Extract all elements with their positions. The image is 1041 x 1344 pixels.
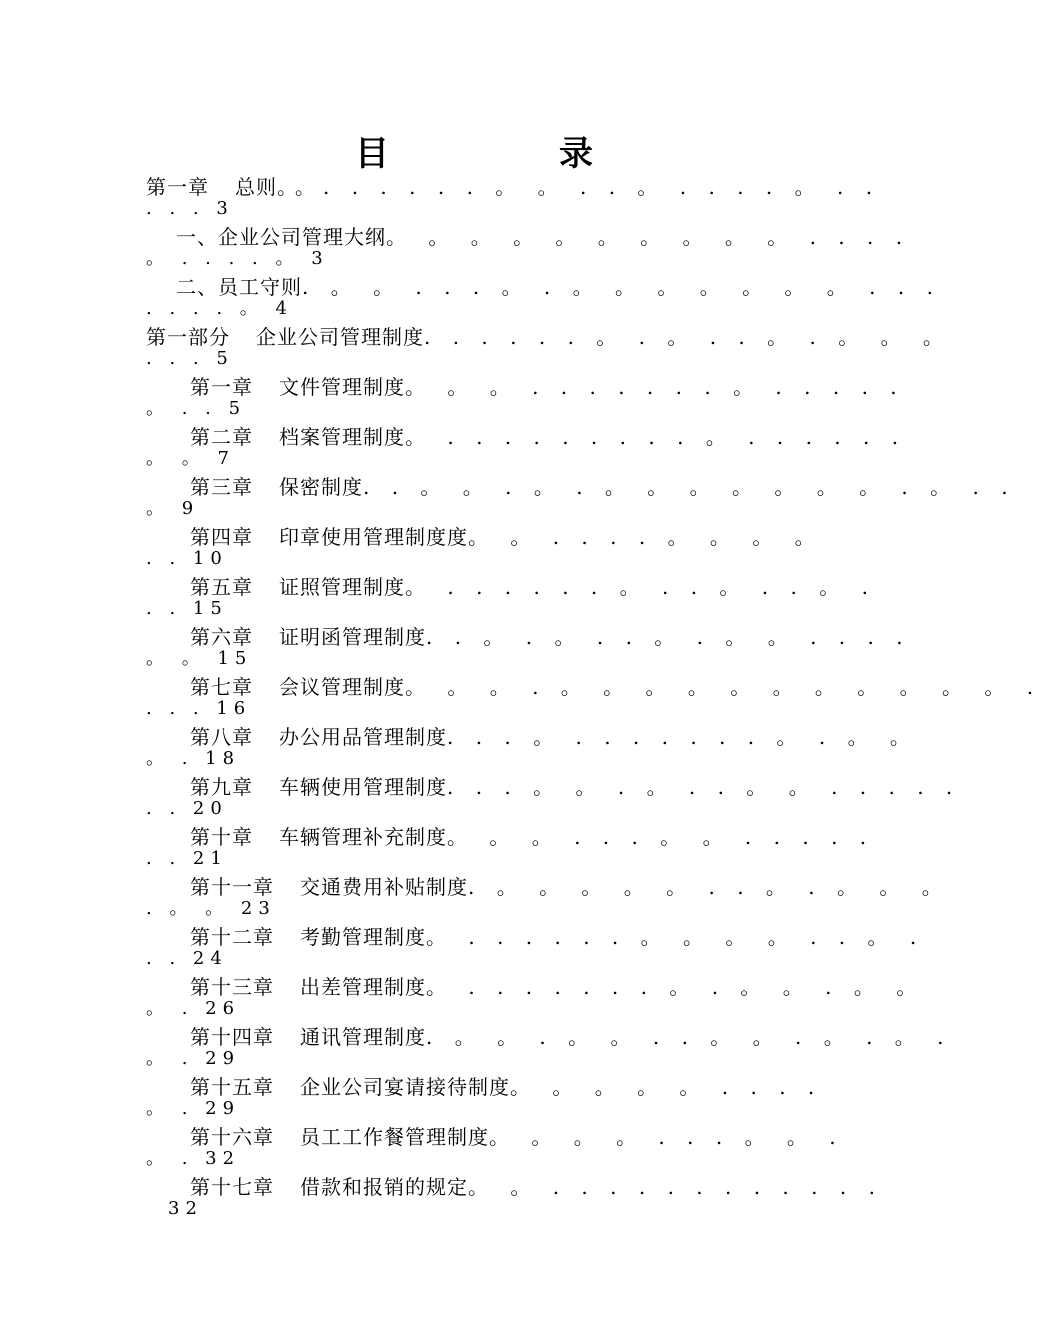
toc-entry-heading-line (146, 174, 881, 200)
toc-entry-leader-dots: . . 。 . 。 . . 。 . 。 。 . . . . (426, 625, 911, 649)
toc-entry-page-line (146, 798, 228, 820)
toc-entry[interactable] (146, 370, 905, 420)
toc-entry-leader-dots: 。 . . . . . . . 。 . 。 。 . 。 。 (426, 975, 925, 999)
toc-entry-leader-dots: 。 。 。 。 . . . 。 。 . (489, 1125, 844, 1149)
toc-entry-leader-dots: . 。 。 . 。 。 . . 。 。 . 。 . 。 . (426, 1025, 952, 1049)
toc-entry-page-line (146, 698, 251, 720)
toc-entry-label: 借款和报销的规定 (300, 1175, 468, 1199)
toc-entry-heading-line (146, 574, 876, 600)
toc-entry[interactable] (146, 1070, 823, 1120)
toc-entry-number: 第四章 (190, 525, 253, 549)
toc-entry-leader-dots: 。 。 。 . . . . . . . 。 . . . . . (405, 375, 905, 399)
toc-entry-page-line (146, 748, 240, 770)
toc-title (0, 126, 950, 175)
toc-entry-number: 第五章 (190, 575, 253, 599)
toc-entry[interactable] (146, 770, 961, 820)
toc-entry-heading-line (146, 974, 925, 1000)
toc-entry-page-number: . . 20 (146, 798, 228, 819)
toc-entry-page-number: . . . . 。 4 (146, 298, 293, 319)
toc-entry-leader-dots: . 。 。 。 。 。 . . 。 . 。 。 。 (468, 875, 950, 899)
toc-entry-page-number: . 。 。 23 (146, 898, 276, 919)
toc-entry-number: 第十六章 (190, 1125, 274, 1149)
toc-entry-page-line (146, 548, 228, 570)
toc-entry[interactable] (146, 320, 951, 370)
toc-entry[interactable] (146, 1120, 844, 1170)
toc-entry-heading-line (146, 674, 1041, 700)
toc-entry-page-number: . . . 5 (146, 348, 234, 369)
toc-entry-number: 第一部分 (146, 325, 230, 349)
toc-entry-number: 第十一章 (190, 875, 274, 899)
toc-entry-leader-dots: . 。 。 . . . 。 . 。 。 。 。 。 。 。 . . . (302, 275, 941, 299)
toc-entry[interactable] (146, 720, 918, 770)
toc-entry-number: 二、 (176, 275, 218, 299)
toc-entry-page-number: 。 9 (146, 498, 200, 519)
toc-entry-leader-dots: . . . 。 . . . . . . . 。 . 。 。 (447, 725, 918, 749)
toc-entry[interactable] (146, 470, 1016, 520)
toc-entry-page-number: 。 . 26 (146, 998, 241, 1019)
toc-entry-leader-dots: 。 。 。 . . . 。 。 . . . . . (447, 825, 875, 849)
toc-entry-leader-dots: . . . . . . 。 . 。 . . 。 . 。 。 。 (424, 325, 951, 349)
toc-entry-page-line (146, 248, 329, 270)
toc-entry-heading-line (146, 524, 823, 550)
toc-entry-label: 员工工作餐管理制度 (300, 1125, 489, 1149)
toc-entry-number: 第一章 (190, 375, 253, 399)
toc-entry-page-number: 。 . 29 (146, 1048, 241, 1069)
toc-entry-page-line (146, 348, 234, 370)
toc-entry-page-line (146, 1098, 240, 1120)
toc-entry-label: 员工守则 (218, 275, 302, 299)
toc-entry-leader-dots: 。 。 . . . . 。 。 。 。 (468, 525, 823, 549)
toc-entry[interactable] (146, 170, 881, 220)
toc-entry-label: 办公用品管理制度 (279, 725, 447, 749)
toc-entry-heading-line (146, 774, 961, 800)
toc-entry-leader-dots: 。 . . . . . . 。 。 。 。 . . 。 . (426, 925, 925, 949)
toc-entry-number: 第一章 (146, 175, 209, 199)
toc-entry[interactable] (146, 670, 1041, 720)
toc-entry-heading-line (146, 924, 925, 950)
toc-entry-label: 会议管理制度 (279, 675, 405, 699)
toc-entry-heading-line (146, 724, 918, 750)
toc-entry-label: 企业公司宴请接待制度 (300, 1075, 510, 1099)
toc-entry-page-number: 。 . 29 (146, 1098, 241, 1119)
toc-entry-label: 保密制度 (279, 475, 363, 499)
toc-entry[interactable] (146, 870, 950, 920)
toc-entry-page-number: . . 21 (146, 848, 228, 869)
toc-entry-heading-line (146, 874, 950, 900)
toc-entry[interactable] (146, 920, 925, 970)
toc-entry-heading-line (146, 274, 941, 300)
toc-entry-label: 通讯管理制度 (300, 1025, 426, 1049)
toc-entry-page-line (146, 198, 234, 220)
toc-entry-page-line (146, 948, 228, 970)
toc-entry-page-line (146, 648, 252, 670)
toc-title-right: 录 (559, 134, 595, 174)
toc-entry-number: 第十七章 (190, 1175, 274, 1199)
toc-entry-label: 车辆管理补充制度 (279, 825, 447, 849)
toc-entry-number: 第十五章 (190, 1075, 274, 1099)
toc-entry-number: 第三章 (190, 475, 253, 499)
toc-entry-label: 档案管理制度 (279, 425, 405, 449)
toc-entry-label: 证明函管理制度 (279, 625, 426, 649)
toc-entry-number: 一、 (176, 225, 218, 249)
toc-entry-page-line (168, 1198, 203, 1220)
toc-entry-label: 证照管理制度 (279, 575, 405, 599)
toc-entry-page-number: 。 . . . . 。 3 (146, 248, 329, 269)
toc-entry[interactable] (146, 1170, 883, 1220)
toc-entry-page-line (146, 448, 235, 470)
toc-entry-page-line (146, 398, 246, 420)
toc-entry-heading-line (146, 824, 875, 850)
toc-entry-label: 企业公司管理大纲 (218, 225, 386, 249)
toc-entry-number: 第十三章 (190, 975, 274, 999)
toc-entry-label: 文件管理制度 (279, 375, 405, 399)
toc-entry-leader-dots: . . 。 。 . 。 . 。 。 。 。 。 。 。 . 。 . . (363, 475, 1016, 499)
toc-entry[interactable] (146, 570, 876, 620)
toc-entry-leader-dots: . . . 。 。 . 。 . . 。 。 . . . . . (447, 775, 961, 799)
toc-entry[interactable] (146, 520, 823, 570)
toc-entry-label: 考勤管理制度 (300, 925, 426, 949)
toc-entry-page-number: . . . 16 (146, 698, 252, 719)
toc-entry-page-line (146, 598, 228, 620)
toc-entry-label: 企业公司管理制度 (256, 325, 424, 349)
toc-entry-number: 第八章 (190, 725, 253, 749)
toc-entry-number: 第十四章 (190, 1025, 274, 1049)
toc-entry-heading-line (146, 324, 951, 350)
toc-entry-leader-dots: 。 。 。 . 。 。 。 。 。 。 。 。 。 。 。 . (405, 675, 1041, 699)
toc-entry-leader-dots: 。 。 。 。 。 。 。 。 。 。 . . . . (386, 225, 911, 249)
toc-entry-page-number: . . 10 (146, 548, 228, 569)
toc-entry-page-number: 32 (168, 1198, 203, 1219)
toc-entry-page-number: 。 . 18 (146, 748, 241, 769)
toc-entry-heading-line (146, 1024, 952, 1050)
toc-entry-page-line (146, 998, 240, 1020)
toc-entry-number: 第九章 (190, 775, 253, 799)
toc-entry-page-number: 。 . . 5 (146, 398, 247, 419)
toc-entry[interactable] (146, 620, 911, 670)
toc-entry-leader-dots: 。 . . . . . . 。 . . 。 . . 。 . (405, 575, 876, 599)
toc-entry-heading-line (146, 374, 905, 400)
toc-entry-page-number: 。 . 32 (146, 1148, 241, 1169)
toc-entry[interactable] (146, 220, 911, 270)
toc-entry-label: 总则 (235, 175, 277, 199)
toc-entry-number: 第七章 (190, 675, 253, 699)
toc-entry-heading-line (146, 424, 907, 450)
toc-entry-label: 出差管理制度 (300, 975, 426, 999)
toc-entry-heading-line (146, 1124, 844, 1150)
toc-entry-page-line (146, 848, 228, 870)
toc-entry-number: 第二章 (190, 425, 253, 449)
toc-entry-heading-line (146, 1074, 823, 1100)
toc-title-left: 目 (355, 134, 391, 174)
toc-entry-heading-line (146, 224, 911, 250)
toc-entry-page-line (146, 1048, 240, 1070)
toc-entry-page-number: 。 。 15 (146, 648, 253, 669)
toc-entry-heading-line (146, 624, 911, 650)
toc-entry-number: 第六章 (190, 625, 253, 649)
toc-entry-page-line (146, 498, 199, 520)
toc-entry-page-line (146, 298, 293, 320)
toc-entry-leader-dots: 。。. . . . . . 。 。 . . 。 . . . . 。 . . (277, 175, 881, 199)
toc-entry-leader-dots: 。 . . . . . . . . . 。 . . . . . . (405, 425, 907, 449)
toc-entry-leader-dots: 。 。 . . . . . . . . . . . . (468, 1175, 883, 1199)
toc-entry-label: 交通费用补贴制度 (300, 875, 468, 899)
toc-entry-heading-line (146, 474, 1016, 500)
toc-entry-label: 印章使用管理制度度 (279, 525, 468, 549)
toc-entry-page-number: . . . 3 (146, 198, 234, 219)
toc-entry[interactable] (146, 820, 875, 870)
toc-entry-page-number: . . 15 (146, 598, 228, 619)
toc-entry[interactable] (146, 1020, 952, 1070)
toc-entry[interactable] (146, 420, 907, 470)
toc-entry-page-number: . . 24 (146, 948, 228, 969)
toc-entry-page-line (146, 1148, 240, 1170)
toc-entry[interactable] (146, 970, 925, 1020)
toc-entry-page-line (146, 898, 276, 920)
table-of-contents (146, 170, 1041, 1220)
toc-entry-number: 第十二章 (190, 925, 274, 949)
toc-entry-number: 第十章 (190, 825, 253, 849)
toc-entry[interactable] (146, 270, 941, 320)
toc-entry-label: 车辆使用管理制度 (279, 775, 447, 799)
toc-entry-leader-dots: 。 。 。 。 。 . . . . (510, 1075, 823, 1099)
toc-entry-heading-line (146, 1174, 883, 1200)
toc-entry-page-number: 。 。 7 (146, 448, 235, 469)
